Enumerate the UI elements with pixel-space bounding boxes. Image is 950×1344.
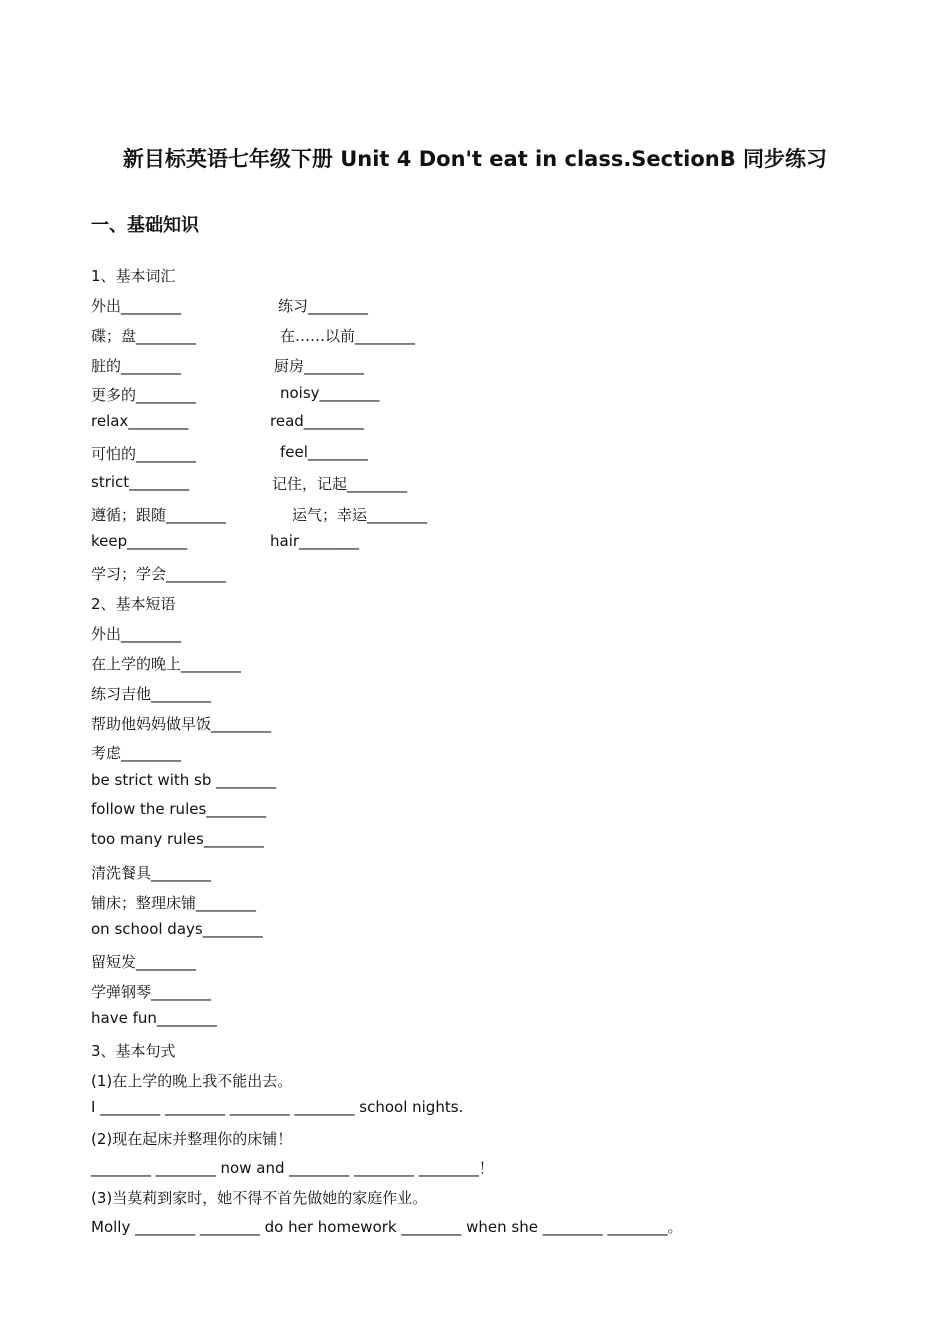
phrase-item: 留短发________ — [91, 953, 197, 971]
sentence-prompt: (2)现在起床并整理你的床铺！ — [91, 1130, 293, 1148]
phrase-item: 考虑________ — [91, 744, 182, 762]
phrase-item: follow the rules________ — [91, 800, 267, 818]
vocab-item: 练习________ — [278, 297, 369, 315]
phrase-item: 帮助他妈妈做早饭________ — [91, 715, 272, 733]
vocab-item: 可怕的________ — [91, 445, 197, 463]
vocab-item: 遵循；跟随________ — [91, 506, 227, 524]
vocab-heading: 1、基本词汇 — [91, 267, 176, 285]
vocab-item: 记住，记起________ — [272, 475, 408, 493]
section-heading-basics: 一、基础知识 — [91, 215, 199, 236]
vocab-item: 碟；盘________ — [91, 327, 197, 345]
phrase-item: 在上学的晚上________ — [91, 655, 242, 673]
vocab-item: hair________ — [270, 532, 360, 550]
phrase-item: 铺床；整理床铺________ — [91, 894, 257, 912]
vocab-item: 在……以前________ — [280, 327, 416, 345]
vocab-item: 运气；幸运________ — [292, 506, 428, 524]
vocab-item: relax________ — [91, 412, 189, 430]
phrase-item: have fun________ — [91, 1009, 217, 1027]
vocab-item: 学习；学会________ — [91, 565, 227, 583]
vocab-item: read________ — [270, 412, 364, 430]
phrase-item: on school days________ — [91, 920, 263, 938]
phrase-item: 学弹钢琴________ — [91, 983, 212, 1001]
sentence-answer: ________ ________ now and ________ ________ ________！ — [91, 1159, 494, 1177]
page-title: 新目标英语七年级下册 Unit 4 Don't eat in class.SectionB 同步练习 — [122, 147, 828, 171]
phrase-item: 练习吉他________ — [91, 685, 212, 703]
phrase-item: 外出________ — [91, 625, 182, 643]
vocab-item: noisy________ — [280, 384, 380, 402]
vocab-item: 厨房________ — [274, 357, 365, 375]
sentence-prompt: (1)在上学的晚上我不能出去。 — [91, 1072, 293, 1090]
sentences-heading: 3、基本句式 — [91, 1042, 176, 1060]
vocab-item: 脏的________ — [91, 357, 182, 375]
vocab-item: feel________ — [280, 443, 368, 461]
vocab-item: 外出________ — [91, 297, 182, 315]
sentence-answer: Molly ________ ________ do her homework ________ when she ________ ________。 — [91, 1218, 683, 1236]
sentence-prompt: (3)当莫莉到家时，她不得不首先做她的家庭作业。 — [91, 1189, 428, 1207]
phrases-heading: 2、基本短语 — [91, 595, 176, 613]
vocab-item: keep________ — [91, 532, 188, 550]
phrase-item: 清洗餐具________ — [91, 864, 212, 882]
vocab-item: 更多的________ — [91, 386, 197, 404]
phrase-item: be strict with sb ________ — [91, 771, 277, 789]
vocab-item: strict________ — [91, 473, 190, 491]
phrase-item: too many rules________ — [91, 830, 264, 848]
sentence-answer: I ________ ________ ________ ________ school nights. — [91, 1098, 464, 1116]
